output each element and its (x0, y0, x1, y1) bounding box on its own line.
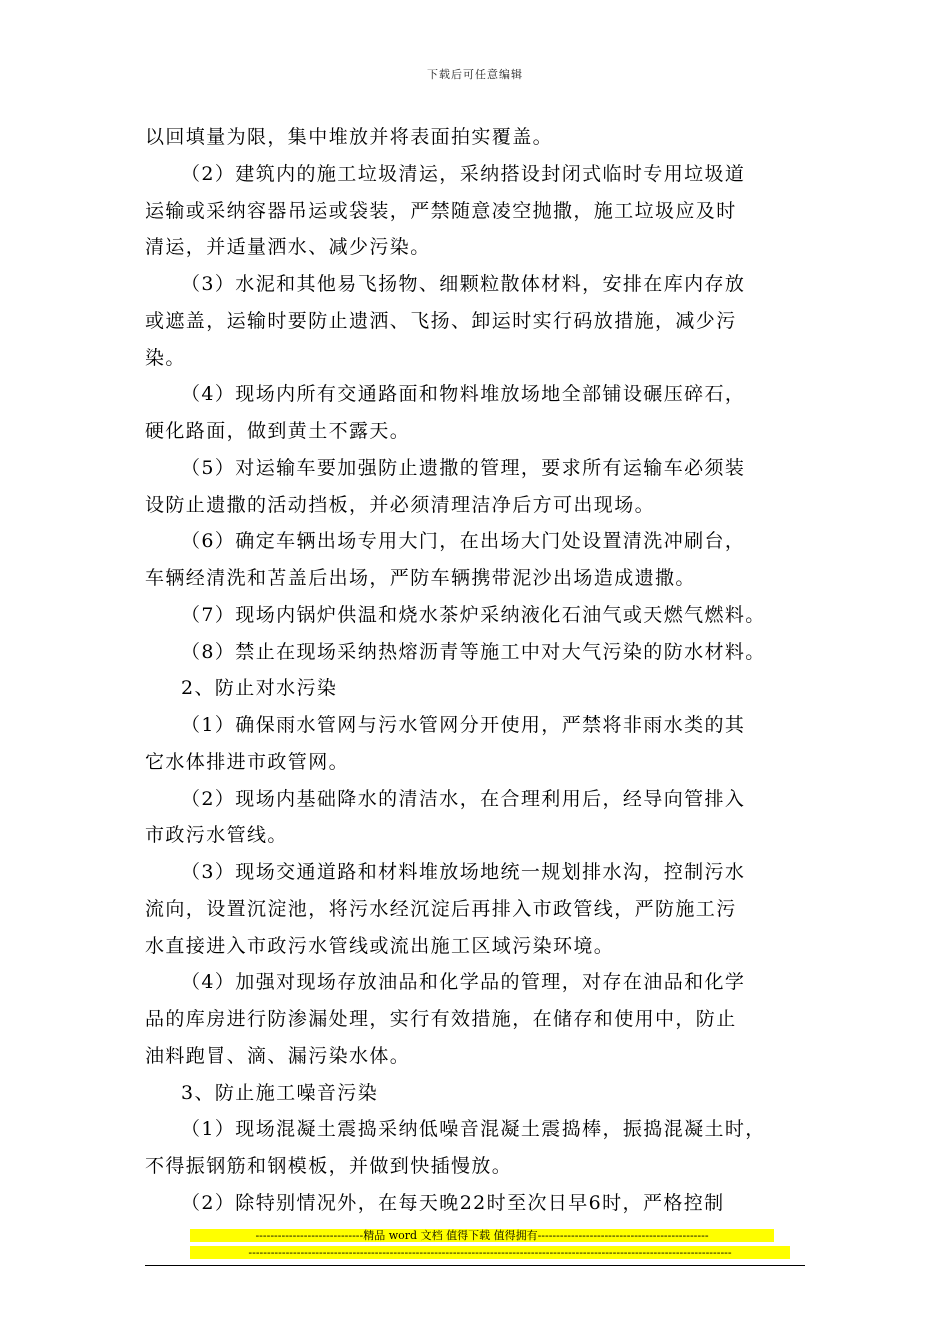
text-line: （3）现场交通道路和材料堆放场地统一规划排水沟，控制污水 (181, 861, 746, 883)
text-line: 市政污水管线。 (145, 824, 288, 847)
text-line: 以回填量为限，集中堆放并将表面拍实覆盖。 (145, 126, 554, 148)
footer-rule (145, 1265, 805, 1266)
text-line: 硬化路面，做到黄土不露天。 (145, 420, 411, 442)
text-line: （6）确定车辆出场专用大门，在出场大门处设置清洗冲刷台， (181, 530, 746, 553)
text-line: 油料跑冒、滴、漏污染水体。 (145, 1044, 411, 1067)
text-line: 3、防止施工噪音污染 (181, 1081, 379, 1104)
text-line: （3）水泥和其他易飞扬物、细颗粒散体材料，安排在库内存放 (181, 273, 746, 295)
text-line: （4）加强对现场存放油品和化学品的管理，对存在油品和化学 (181, 971, 746, 994)
footer-dashes: ---------------------------------------------------------------------------------------------------------------------------------- (190, 1246, 790, 1259)
text-line: （5）对运输车要加强防止遗撒的管理，要求所有运输车必须装 (181, 456, 746, 479)
text-line: 运输或采纳容器吊运或袋装，严禁随意凌空抛撒，施工垃圾应及时 (145, 199, 737, 222)
text-line: （1）确保雨水管网与污水管网分开使用，严禁将非雨水类的其 (181, 714, 746, 736)
page-header: 下载后可任意编辑 (427, 68, 523, 81)
text-line: 车辆经清洗和苫盖后出场，严防车辆携带泥沙出场造成遗撒。 (145, 567, 696, 589)
text-line: （8）禁止在现场采纳热熔沥青等施工中对大气污染的防水材料。 (181, 640, 766, 663)
text-line: 水直接进入市政污水管线或流出施工区域污染环境。 (145, 934, 615, 957)
text-line: 清运，并适量洒水、减少污染。 (145, 236, 431, 259)
text-line: 它水体排进市政管网。 (145, 750, 350, 773)
text-line: （1）现场混凝土震捣采纳低噪音混凝土震捣棒，振捣混凝土时， (181, 1118, 766, 1141)
text-line: 染。 (145, 346, 186, 369)
footer-banner: -----------------------------精品 word 文档 值得下载 值得拥有---------------------------------------------- (190, 1229, 774, 1242)
text-line: （2）现场内基础降水的清洁水，在合理利用后，经导向管排入 (181, 787, 746, 810)
text-line: （7）现场内锅炉供温和烧水茶炉采纳液化石油气或天燃气燃料。 (181, 603, 766, 626)
text-line: 品的库房进行防渗漏处理，实行有效措施，在储存和使用中，防止 (145, 1008, 737, 1030)
text-line: 或遮盖，运输时要防止遗洒、飞扬、卸运时实行码放措施，减少污 (145, 309, 737, 332)
text-line: 2、防止对水污染 (181, 677, 338, 700)
text-line: 设防止遗撒的活动挡板，并必须清理洁净后方可出现场。 (145, 493, 656, 516)
text-line: 不得振钢筋和钢模板，并做到快插慢放。 (145, 1155, 513, 1177)
text-line: （2）除特别情况外，在每天晚22时至次日早6时，严格控制 (181, 1191, 725, 1214)
document-body (145, 119, 805, 1222)
text-line: （4）现场内所有交通路面和物料堆放场地全部铺设碾压碎石， (181, 383, 746, 406)
text-line: （2）建筑内的施工垃圾清运，采纳搭设封闭式临时专用垃圾道 (181, 162, 746, 185)
text-line: 流向，设置沉淀池，将污水经沉淀后再排入市政管线，严防施工污 (145, 897, 737, 920)
